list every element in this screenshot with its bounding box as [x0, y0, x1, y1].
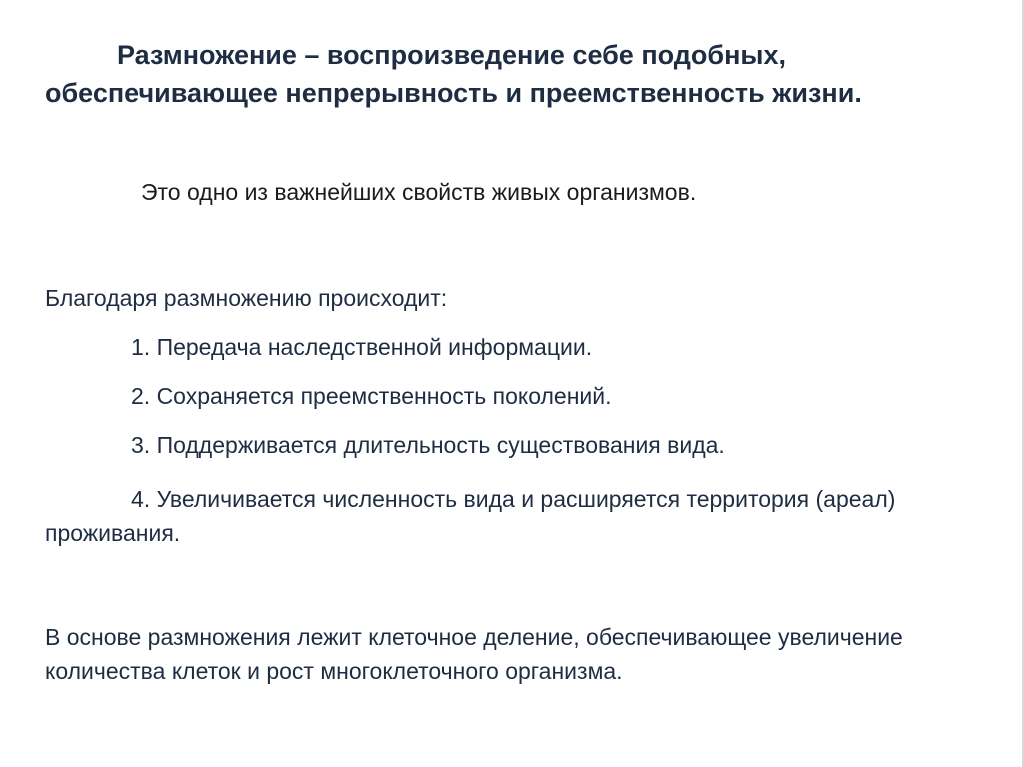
- list-item-3: 3. Поддерживается длительность существования вида.: [131, 432, 725, 458]
- intro-text: Благодаря размножению происходит:: [45, 285, 448, 311]
- slide-title: Размножение – воспроизведение себе подобных, обеспечивающее непрерывность и преемственность жизни.: [45, 40, 862, 108]
- list-item-1: 1. Передача наследственной информации.: [131, 334, 593, 360]
- list-item-4: 4. Увеличивается численность вида и расширяется территория (ареал) проживания.: [45, 486, 896, 546]
- list-item-2: 2. Сохраняется преемственность поколений.: [131, 383, 612, 409]
- conclusion-text: В основе размножения лежит клеточное деление, обеспечивающее увеличение количества клеток и рост многоклеточного организма.: [45, 624, 903, 684]
- subtitle-text: Это одно из важнейших свойств живых организмов.: [141, 179, 697, 205]
